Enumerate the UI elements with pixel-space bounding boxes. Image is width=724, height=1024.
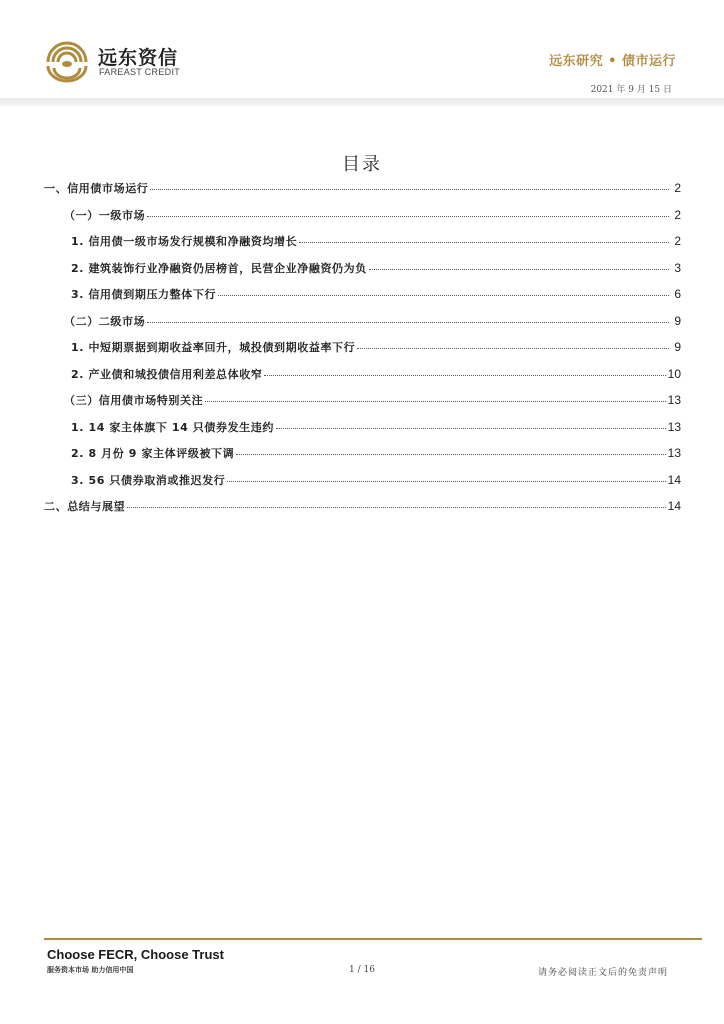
toc-leader-dots (236, 453, 665, 455)
toc-leader-dots (147, 215, 669, 217)
logo-chinese-name: 远东资信 (98, 47, 179, 69)
header-divider (0, 98, 724, 106)
toc-leader-dots (127, 506, 665, 508)
toc-entry-page: 13 (667, 446, 681, 460)
toc-entry-text: 2. 建筑装饰行业净融资仍居榜首，民营企业净融资仍为负 (71, 261, 367, 275)
toc-entry[interactable] (44, 392, 681, 419)
page-header (0, 0, 724, 110)
toc-entry-text: （一）一级市场 (64, 208, 146, 222)
toc-leader-dots (369, 268, 669, 270)
toc-entry-page: 9 (674, 340, 681, 354)
toc-entry-page: 3 (674, 260, 681, 275)
toc-leader-dots (205, 400, 665, 402)
toc-leader-dots (227, 480, 665, 482)
toc-leader-dots (264, 374, 665, 376)
toc-leader-dots (357, 347, 669, 349)
toc-leader-dots (299, 241, 669, 243)
toc-entry-page: 10 (667, 366, 681, 381)
toc-entry-page: 6 (674, 287, 681, 301)
toc-entry-page: 13 (667, 393, 681, 407)
toc-entry[interactable] (44, 313, 681, 340)
toc-entry-text: 2. 8 月份 9 家主体评级被下调 (71, 447, 235, 460)
toc-leader-dots (276, 427, 666, 429)
toc-entry[interactable] (44, 260, 681, 287)
toc-leader-dots (218, 294, 669, 296)
footer-slogan: Choose FECR, Choose Trust (47, 947, 224, 962)
toc-entry[interactable] (44, 366, 681, 393)
page-number: 1 / 16 (349, 965, 375, 975)
toc-entry[interactable] (44, 207, 681, 234)
toc-entry[interactable] (44, 419, 681, 446)
toc-entry-text: 3. 56 只债券取消或推迟发行 (71, 473, 226, 487)
toc-entry[interactable] (44, 339, 681, 366)
toc-entry[interactable] (44, 472, 681, 499)
toc-entry-page: 2 (674, 207, 681, 222)
toc-entry-text: 3. 信用债到期压力整体下行 (71, 288, 217, 301)
footer-tagline: 服务资本市场 助力信用中国 (47, 966, 134, 974)
logo-english-name: FAREAST CREDIT (99, 67, 181, 77)
toc-entry-page: 9 (674, 313, 681, 328)
toc-title: 目录 (342, 154, 382, 175)
toc-entry-page: 13 (667, 419, 681, 434)
toc-entry[interactable] (44, 180, 681, 207)
toc-entry-text: （二）二级市场 (64, 314, 146, 328)
company-logo (44, 40, 204, 84)
toc-entry[interactable] (44, 286, 681, 313)
report-section-label: 远东研究 • 债市运行 (549, 54, 676, 69)
fareast-ring-logo-icon (44, 40, 90, 84)
toc-entry-page: 14 (667, 499, 681, 513)
toc-entry-text: 1. 中短期票据到期收益率回升，城投债到期收益率下行 (71, 341, 356, 354)
toc-leader-dots (147, 321, 669, 323)
toc-entry-text: （三）信用债市场特别关注 (64, 394, 204, 407)
toc-entry[interactable] (44, 498, 681, 525)
toc-leader-dots (150, 188, 669, 190)
toc-entry-text: 2. 产业债和城投债信用利差总体收窄 (71, 367, 263, 381)
toc-entry[interactable] (44, 445, 681, 472)
toc-entry-text: 1. 信用债一级市场发行规模和净融资均增长 (71, 235, 298, 248)
toc-entry-page: 14 (667, 472, 681, 487)
toc-entry-text: 二、总结与展望 (44, 500, 126, 513)
toc-entry-text: 1. 14 家主体旗下 14 只债券发生违约 (71, 420, 274, 434)
report-date: 2021 年 9 月 15 日 (590, 85, 672, 95)
toc-entry-page: 2 (674, 181, 681, 195)
toc-entry-page: 2 (674, 234, 681, 248)
toc-entry-text: 一、信用债市场运行 (44, 182, 149, 195)
table-of-contents (44, 180, 681, 525)
footer-disclaimer: 请务必阅读正文后的免责声明 (537, 968, 668, 978)
toc-entry[interactable] (44, 233, 681, 260)
footer-divider (44, 938, 702, 940)
